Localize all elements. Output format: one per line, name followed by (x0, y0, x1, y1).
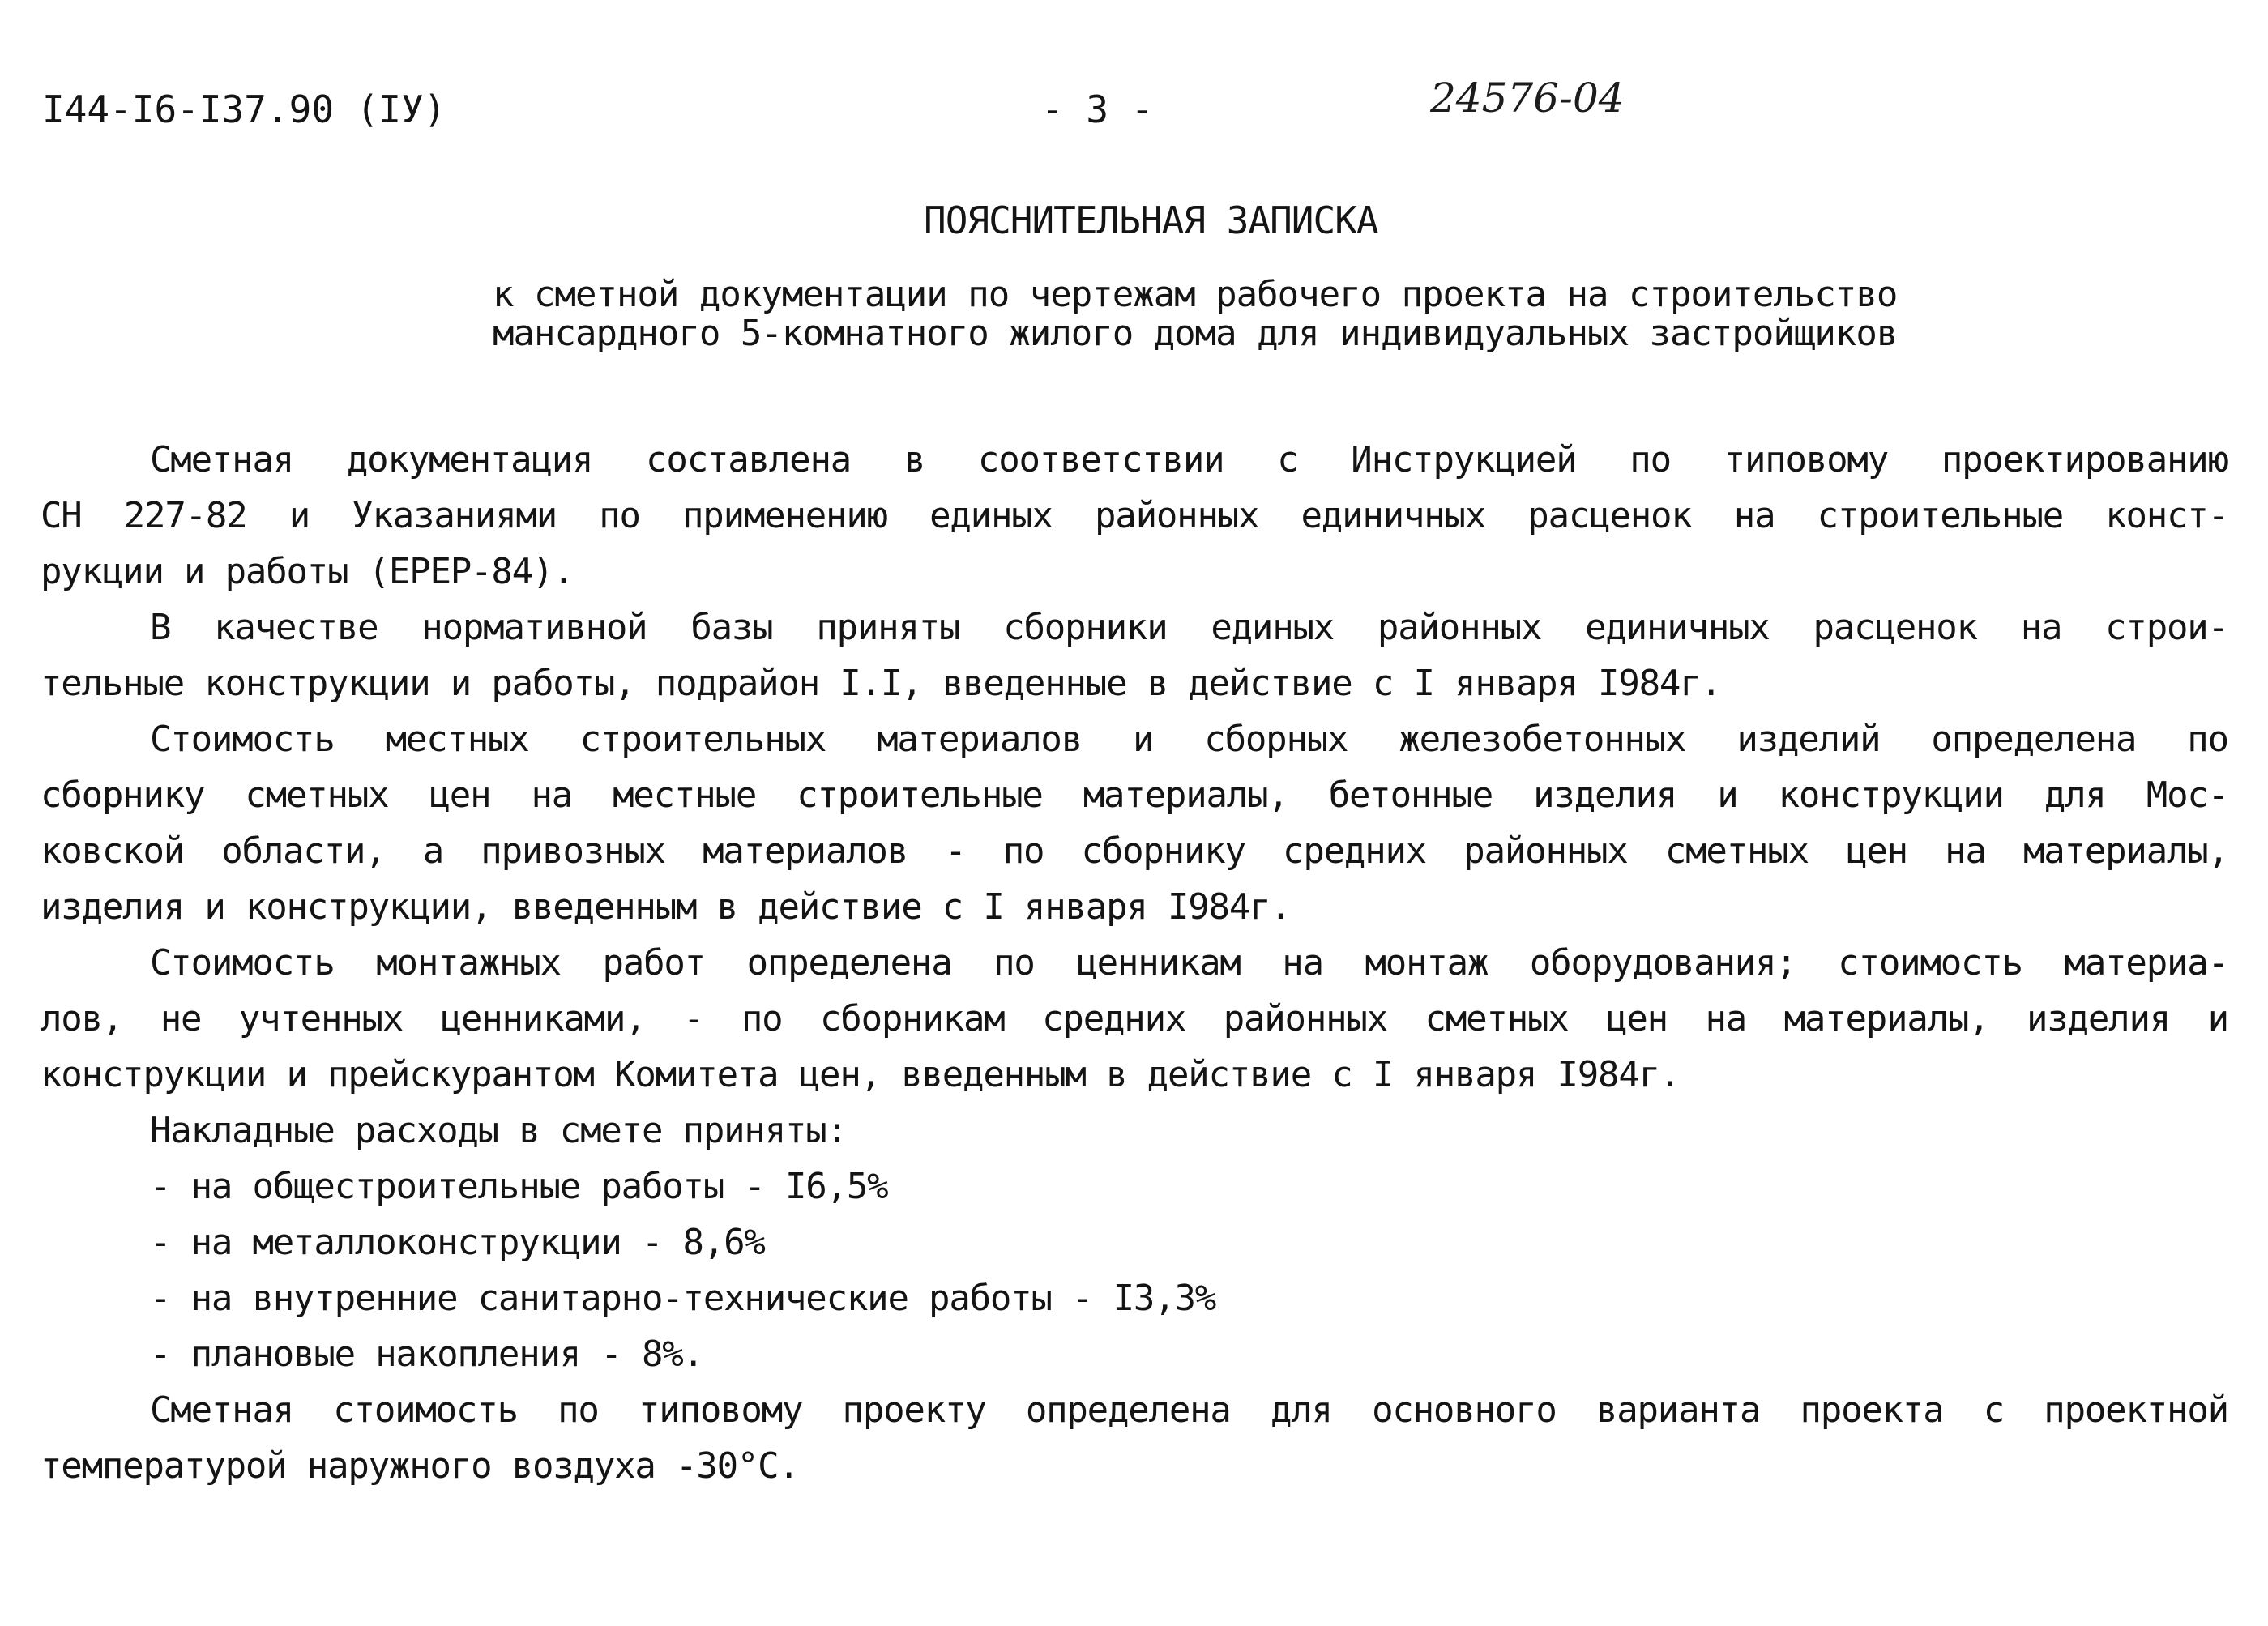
body-line: Сметная стоимость по типовому проекту определена для основного варианта проекта с проектной (150, 1389, 2228, 1431)
subtitle-line: мансардного 5-комнатного жилого дома для индивидуальных застройщиков (493, 313, 1898, 354)
document-code: I44-I6-I37.90 (IУ) (42, 87, 446, 131)
handwritten-number: 24576-04 (1430, 75, 1625, 122)
body-line: Накладные расходы в смете приняты: (150, 1110, 847, 1151)
body-line: изделия и конструкции, введенным в действие с I января I984г. (41, 886, 1291, 928)
body-line: В качестве нормативной базы приняты сборники единых районных единичных расценок на строи- (150, 607, 2228, 648)
body-line: температурой наружного воздуха -30°С. (41, 1445, 799, 1487)
body-line: СН 227-82 и Указаниями по применению единых районных единичных расценок на строительные конст- (41, 495, 2228, 536)
list-item: - на металлоконструкции - 8,6% (150, 1222, 765, 1263)
body-line: Сметная документация составлена в соответствии с Инструкцией по типовому проектированию (150, 439, 2228, 480)
document-subtitle (493, 275, 1897, 353)
subtitle-line: к сметной документации по чертежам рабочего проекта на строительство (493, 274, 1898, 315)
list-item: - на общестроительные работы - I6,5% (150, 1166, 888, 1207)
body-line: ковской области, а привозных материалов - по сборнику средних районных сметных цен на материалы, (41, 830, 2228, 872)
body-line: тельные конструкции и работы, подрайон I.I, введенные в действие с I января I984г. (41, 663, 1721, 704)
body-line: конструкции и прейскурантом Комитета цен, введенным в действие с I января I984г. (41, 1054, 1681, 1095)
body-line: рукции и работы (ЕРЕР-84). (41, 551, 574, 592)
body-text (41, 432, 2228, 1494)
document-title: ПОЯСНИТЕЛЬНАЯ ЗАПИСКА (924, 198, 1378, 242)
body-line: сборнику сметных цен на местные строительные материалы, бетонные изделия и конструкции для Мос- (41, 775, 2228, 816)
page-number: - 3 - (1041, 87, 1154, 131)
body-line: Стоимость монтажных работ определена по ценникам на монтаж оборудования; стоимость материа- (150, 942, 2228, 984)
body-line: Стоимость местных строительных материалов и сборных железобетонных изделий определена по (150, 719, 2228, 760)
list-item: - плановые накопления - 8%. (150, 1334, 703, 1375)
list-item: - на внутренние санитарно-технические работы - I3,3% (150, 1278, 1216, 1319)
body-line: лов, не учтенных ценниками, - по сборникам средних районных сметных цен на материалы, изделия и (41, 998, 2228, 1039)
